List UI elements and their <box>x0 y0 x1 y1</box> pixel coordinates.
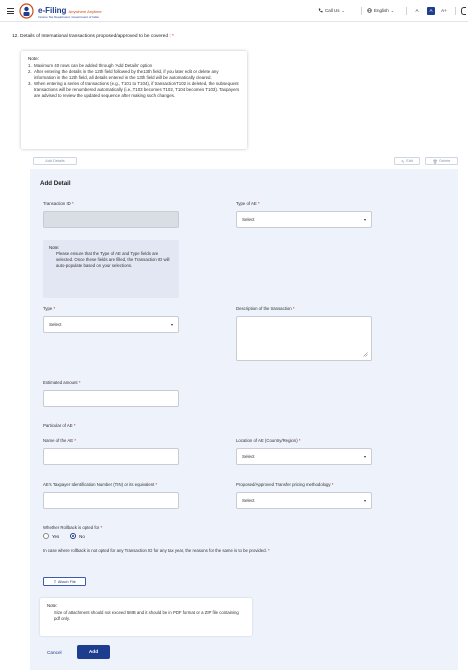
globe-icon <box>367 8 372 13</box>
section-title: 12. Details of International transactions proposed/approved to be covered : * <box>12 34 174 39</box>
hamburger-menu-icon[interactable] <box>7 8 14 14</box>
tin-input[interactable] <box>43 492 179 509</box>
form-title: Add Detail <box>40 180 71 187</box>
note-body: Size of attachment should not exceed 5MB and it should be in PDF format or a ZIP file containing pdf only. <box>54 610 239 621</box>
logo-title[interactable]: e-Filing Anywhere Anytime <box>38 6 102 15</box>
chevron-down-icon <box>171 324 173 326</box>
top-header <box>0 0 468 22</box>
rollback-no-label: No <box>79 533 85 539</box>
font-increase-button[interactable]: A+ <box>441 8 447 13</box>
pencil-icon: ✎ <box>401 159 405 164</box>
description-textarea[interactable] <box>236 316 372 361</box>
instructions-note <box>21 51 247 149</box>
rollback-reason-label: In case where rollback is not opted for any Transaction ID for any tax year, the reasons for the same is to be provided. * <box>43 548 270 553</box>
note-body: Please ensure that the Type of AE and Type fields are selected. Once these fields are filled, the Transaction ID will auto-populate based on your selections. <box>56 251 170 268</box>
name-of-ae-input[interactable] <box>43 448 179 465</box>
rollback-yes-radio[interactable] <box>43 533 49 539</box>
transaction-id-note <box>43 240 179 298</box>
transaction-id-label: Transaction ID * <box>43 201 74 206</box>
type-select[interactable]: Select <box>43 316 179 333</box>
type-of-ae-label: Type of AE * <box>236 201 260 206</box>
add-button[interactable]: Add <box>77 645 110 659</box>
font-normal-button[interactable]: A <box>427 7 435 15</box>
description-label: Description of the transaction * <box>236 306 295 311</box>
chevron-down-icon <box>364 500 366 502</box>
chevron-down-icon: ⌄ <box>390 8 395 13</box>
location-label: Location of AE (Country/Region) * <box>236 438 301 443</box>
rollback-no-radio[interactable] <box>70 533 76 539</box>
trash-icon: 🗑 <box>432 159 438 164</box>
estimated-amount-input[interactable] <box>43 390 179 407</box>
logo-tagline: Anywhere Anytime <box>68 9 102 14</box>
chevron-down-icon <box>364 456 366 458</box>
note-title: Note: <box>28 56 39 61</box>
note-title: Note: <box>49 245 60 250</box>
language-label: English <box>374 8 389 13</box>
rollback-label: Whether Rollback is opted for * <box>43 525 103 530</box>
tin-label: AE's Taxpayer Identification Number (TIN) or its equivalent * <box>43 482 158 487</box>
font-decrease-button[interactable]: A <box>415 8 419 13</box>
add-details-button[interactable]: Add Details <box>33 157 77 165</box>
upload-icon: ⇪ <box>53 580 57 584</box>
contrast-toggle-icon[interactable] <box>461 7 466 15</box>
type-label: Type * <box>43 306 56 311</box>
header-divider <box>455 7 456 15</box>
estimated-amount-label: Estimated amount * <box>43 380 81 385</box>
note-title: Note: <box>47 603 58 608</box>
emblem-logo-icon <box>19 3 34 19</box>
resize-handle-icon[interactable] <box>363 352 368 357</box>
attach-file-button[interactable]: ⇪ Attach File <box>43 577 86 586</box>
chevron-down-icon <box>364 219 366 221</box>
methodology-label: Proposed/Approved Transfer pricing methodology * <box>236 482 334 487</box>
attachment-note <box>40 598 252 636</box>
call-us-menu[interactable] <box>318 8 345 13</box>
language-menu[interactable] <box>367 8 394 13</box>
particular-of-ae-heading: Particular of AE * <box>43 423 76 428</box>
rollback-yes-label: Yes <box>52 533 60 539</box>
type-of-ae-select[interactable]: Select <box>236 211 372 228</box>
note-item: 2. After entering the details in the 12th field followed by the13th field, if you later edit or delete any information in the 12th field, all details entered in the 13th field will be automatically cleared. <box>28 69 219 81</box>
logo-subtitle: Income Tax Department, Government of India <box>38 15 99 19</box>
note-item: 1. Maximum 40 rows can be added through 'Add Details' option <box>28 63 153 68</box>
transaction-id-input[interactable] <box>43 211 179 228</box>
phone-icon <box>318 8 323 13</box>
edit-button[interactable]: ✎ Edit <box>394 157 420 165</box>
location-select[interactable]: Select <box>236 448 372 465</box>
header-divider <box>406 7 407 15</box>
rollback-radio-group <box>43 533 85 539</box>
call-us-label: Call Us <box>325 8 340 13</box>
chevron-down-icon: ⌄ <box>341 8 345 13</box>
delete-button[interactable]: 🗑 Delete <box>425 157 458 165</box>
cancel-button[interactable]: Cancel <box>47 650 62 655</box>
methodology-select[interactable]: Select <box>236 492 372 509</box>
note-item: 3. When entering a series of transactions (e.g., T101 to T104), if transactionT102 is deleted, the subsequent transactions will be renumbered automatically (i.e.,T103 becomes T102, T104 becomes T103). Taxpayers are advised to review the updated sequence after making such changes. <box>28 81 240 99</box>
header-divider <box>361 7 362 15</box>
name-of-ae-label: Name of the AE * <box>43 438 76 443</box>
